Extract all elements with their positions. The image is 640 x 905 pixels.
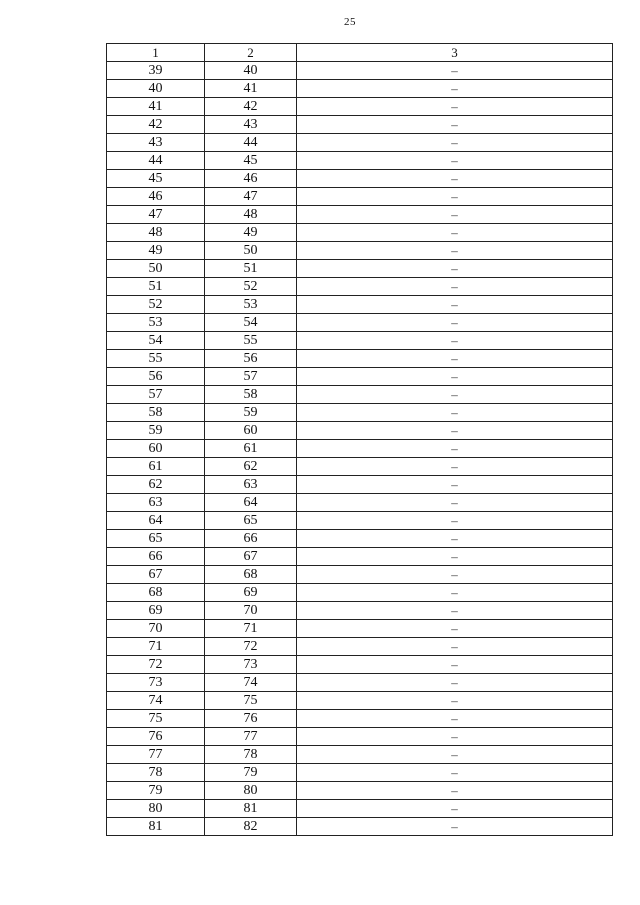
table-cell-col-2: 45	[205, 152, 297, 170]
table-row	[107, 530, 613, 548]
table-cell-col-3: –	[297, 818, 613, 836]
table-cell-col-1: 67	[107, 566, 205, 584]
table-cell-col-1: 71	[107, 638, 205, 656]
table-row	[107, 458, 613, 476]
header-row	[107, 44, 613, 62]
table-cell-col-3: –	[297, 350, 613, 368]
table-cell-col-2: 63	[205, 476, 297, 494]
table-cell-col-1: 61	[107, 458, 205, 476]
table-row	[107, 764, 613, 782]
table-cell-col-3: –	[297, 710, 613, 728]
table-row	[107, 548, 613, 566]
table-cell-col-1: 81	[107, 818, 205, 836]
table-row	[107, 818, 613, 836]
table-cell-col-1: 57	[107, 386, 205, 404]
table-cell-col-3: –	[297, 764, 613, 782]
table-cell-col-3: –	[297, 62, 613, 80]
table-row	[107, 656, 613, 674]
table-cell-col-2: 78	[205, 746, 297, 764]
table-cell-col-3: –	[297, 602, 613, 620]
table-cell-col-3: –	[297, 494, 613, 512]
table-row	[107, 710, 613, 728]
table-row	[107, 386, 613, 404]
table-cell-col-3: –	[297, 278, 613, 296]
table-cell-col-3: –	[297, 368, 613, 386]
table-cell-col-3: –	[297, 224, 613, 242]
table-row	[107, 782, 613, 800]
table-cell-col-3: –	[297, 134, 613, 152]
table-cell-col-3: –	[297, 512, 613, 530]
table-row	[107, 728, 613, 746]
table-cell-col-1: 80	[107, 800, 205, 818]
table-cell-col-2: 75	[205, 692, 297, 710]
column-header-2: 2	[205, 44, 297, 62]
table-cell-col-2: 69	[205, 584, 297, 602]
table-row	[107, 278, 613, 296]
table-cell-col-3: –	[297, 80, 613, 98]
table-cell-col-3: –	[297, 332, 613, 350]
table-header	[107, 44, 613, 62]
table-row	[107, 98, 613, 116]
table-row	[107, 602, 613, 620]
table-cell-col-2: 76	[205, 710, 297, 728]
table-cell-col-2: 51	[205, 260, 297, 278]
table-cell-col-2: 46	[205, 170, 297, 188]
table-cell-col-1: 73	[107, 674, 205, 692]
table-cell-col-2: 82	[205, 818, 297, 836]
table-row	[107, 332, 613, 350]
table-cell-col-1: 74	[107, 692, 205, 710]
table-cell-col-1: 46	[107, 188, 205, 206]
table-cell-col-1: 44	[107, 152, 205, 170]
table-cell-col-2: 61	[205, 440, 297, 458]
table-row	[107, 80, 613, 98]
table-row	[107, 566, 613, 584]
table-cell-col-3: –	[297, 674, 613, 692]
table-cell-col-2: 54	[205, 314, 297, 332]
table-cell-col-2: 48	[205, 206, 297, 224]
table-row	[107, 152, 613, 170]
table-row	[107, 422, 613, 440]
table-cell-col-2: 62	[205, 458, 297, 476]
table-cell-col-1: 62	[107, 476, 205, 494]
table-cell-col-3: –	[297, 242, 613, 260]
table-cell-col-1: 39	[107, 62, 205, 80]
table-cell-col-1: 54	[107, 332, 205, 350]
table-cell-col-2: 60	[205, 422, 297, 440]
table-cell-col-1: 40	[107, 80, 205, 98]
table-cell-col-3: –	[297, 800, 613, 818]
table-cell-col-2: 43	[205, 116, 297, 134]
table-row	[107, 134, 613, 152]
table-row	[107, 476, 613, 494]
table-row	[107, 368, 613, 386]
table-cell-col-3: –	[297, 728, 613, 746]
table-cell-col-2: 77	[205, 728, 297, 746]
table-cell-col-3: –	[297, 566, 613, 584]
data-table	[106, 43, 613, 836]
table-cell-col-3: –	[297, 386, 613, 404]
page-number: 25	[344, 16, 356, 28]
table-cell-col-2: 71	[205, 620, 297, 638]
table-cell-col-1: 50	[107, 260, 205, 278]
table-cell-col-1: 51	[107, 278, 205, 296]
table-row	[107, 170, 613, 188]
table-cell-col-1: 68	[107, 584, 205, 602]
table-cell-col-2: 40	[205, 62, 297, 80]
table-cell-col-2: 55	[205, 332, 297, 350]
table-cell-col-2: 57	[205, 368, 297, 386]
table-cell-col-2: 58	[205, 386, 297, 404]
table-row	[107, 512, 613, 530]
table-cell-col-2: 59	[205, 404, 297, 422]
table-row	[107, 620, 613, 638]
table-cell-col-1: 64	[107, 512, 205, 530]
table-cell-col-2: 80	[205, 782, 297, 800]
table-cell-col-1: 43	[107, 134, 205, 152]
table-cell-col-2: 67	[205, 548, 297, 566]
table-cell-col-3: –	[297, 782, 613, 800]
table-cell-col-3: –	[297, 530, 613, 548]
table-cell-col-3: –	[297, 314, 613, 332]
table-cell-col-3: –	[297, 206, 613, 224]
table-row	[107, 674, 613, 692]
table-cell-col-3: –	[297, 548, 613, 566]
table-row	[107, 746, 613, 764]
table-cell-col-3: –	[297, 296, 613, 314]
table-row	[107, 62, 613, 80]
table-row	[107, 224, 613, 242]
table-row	[107, 242, 613, 260]
table-cell-col-1: 53	[107, 314, 205, 332]
table-row	[107, 188, 613, 206]
table-row	[107, 800, 613, 818]
table-cell-col-3: –	[297, 260, 613, 278]
table-cell-col-1: 69	[107, 602, 205, 620]
table-cell-col-2: 41	[205, 80, 297, 98]
column-header-1: 1	[107, 44, 205, 62]
table-cell-col-1: 63	[107, 494, 205, 512]
table-cell-col-3: –	[297, 152, 613, 170]
table-cell-col-3: –	[297, 188, 613, 206]
column-header-3: 3	[297, 44, 613, 62]
table-cell-col-2: 64	[205, 494, 297, 512]
table-row	[107, 584, 613, 602]
table-cell-col-2: 52	[205, 278, 297, 296]
table-cell-col-1: 52	[107, 296, 205, 314]
table-cell-col-3: –	[297, 170, 613, 188]
table-body	[107, 62, 613, 836]
table-cell-col-1: 60	[107, 440, 205, 458]
table-cell-col-2: 74	[205, 674, 297, 692]
table-cell-col-1: 66	[107, 548, 205, 566]
table-cell-col-1: 79	[107, 782, 205, 800]
table-cell-col-2: 70	[205, 602, 297, 620]
table-cell-col-3: –	[297, 476, 613, 494]
table-row	[107, 116, 613, 134]
table-cell-col-1: 42	[107, 116, 205, 134]
table-row	[107, 296, 613, 314]
table-cell-col-1: 41	[107, 98, 205, 116]
table-cell-col-3: –	[297, 440, 613, 458]
table-cell-col-3: –	[297, 98, 613, 116]
table-cell-col-3: –	[297, 584, 613, 602]
table-cell-col-1: 70	[107, 620, 205, 638]
table-row	[107, 440, 613, 458]
table-cell-col-2: 68	[205, 566, 297, 584]
table-cell-col-1: 78	[107, 764, 205, 782]
table-cell-col-1: 45	[107, 170, 205, 188]
table-cell-col-1: 56	[107, 368, 205, 386]
table-cell-col-3: –	[297, 422, 613, 440]
table-row	[107, 260, 613, 278]
table-cell-col-3: –	[297, 638, 613, 656]
table-cell-col-3: –	[297, 404, 613, 422]
table-cell-col-1: 76	[107, 728, 205, 746]
table-cell-col-2: 42	[205, 98, 297, 116]
table-cell-col-1: 58	[107, 404, 205, 422]
table-cell-col-3: –	[297, 458, 613, 476]
table-cell-col-1: 48	[107, 224, 205, 242]
table-row	[107, 314, 613, 332]
table-cell-col-2: 50	[205, 242, 297, 260]
table-cell-col-1: 72	[107, 656, 205, 674]
table-cell-col-2: 66	[205, 530, 297, 548]
table-cell-col-2: 65	[205, 512, 297, 530]
table-cell-col-1: 65	[107, 530, 205, 548]
table-cell-col-2: 56	[205, 350, 297, 368]
table-cell-col-3: –	[297, 692, 613, 710]
table-cell-col-1: 59	[107, 422, 205, 440]
table-cell-col-1: 47	[107, 206, 205, 224]
table-cell-col-2: 44	[205, 134, 297, 152]
table-cell-col-2: 47	[205, 188, 297, 206]
table-cell-col-3: –	[297, 620, 613, 638]
table-cell-col-2: 49	[205, 224, 297, 242]
table-cell-col-2: 72	[205, 638, 297, 656]
table-row	[107, 350, 613, 368]
table-cell-col-1: 77	[107, 746, 205, 764]
table-row	[107, 494, 613, 512]
table-cell-col-3: –	[297, 656, 613, 674]
table-row	[107, 638, 613, 656]
table-cell-col-3: –	[297, 746, 613, 764]
table-row	[107, 206, 613, 224]
table-cell-col-2: 79	[205, 764, 297, 782]
table-cell-col-1: 49	[107, 242, 205, 260]
table-cell-col-2: 81	[205, 800, 297, 818]
table-cell-col-1: 55	[107, 350, 205, 368]
table-cell-col-2: 53	[205, 296, 297, 314]
table-cell-col-2: 73	[205, 656, 297, 674]
table-cell-col-1: 75	[107, 710, 205, 728]
table-cell-col-3: –	[297, 116, 613, 134]
table-row	[107, 692, 613, 710]
table-row	[107, 404, 613, 422]
